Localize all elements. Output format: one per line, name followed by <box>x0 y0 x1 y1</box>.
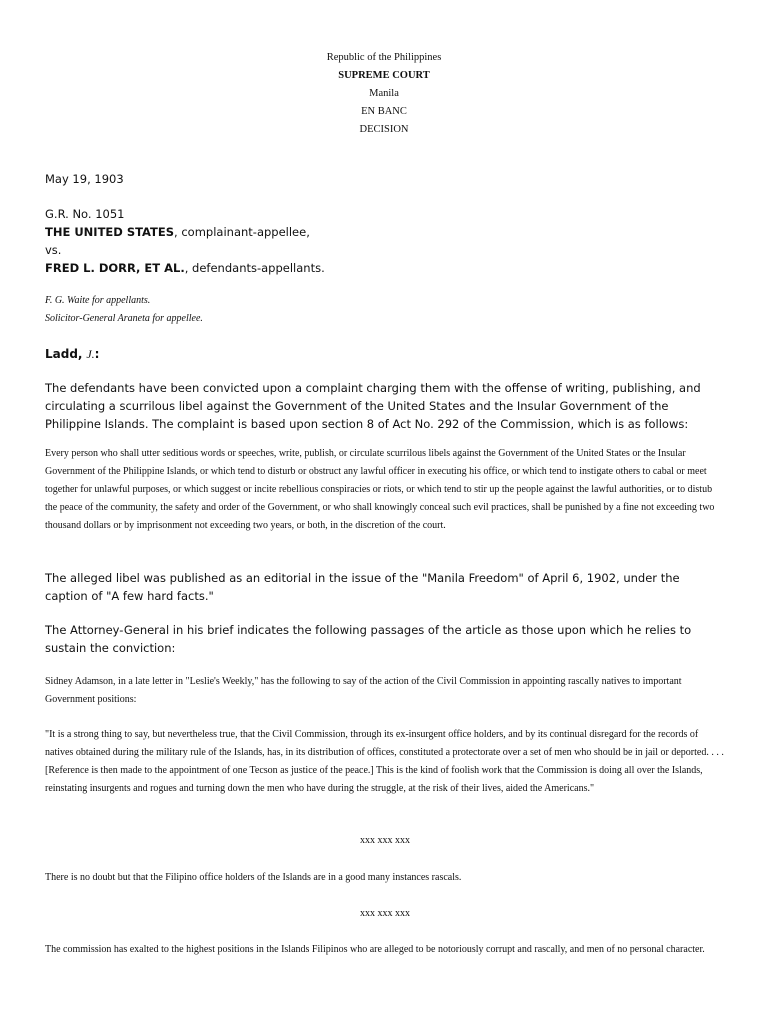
republic-line: Republic of the Philippines <box>326 52 442 63</box>
article-passage-2: There is no doubt but that the Filipino office holders of the Islands are in a good many instances rascals. <box>45 872 462 883</box>
defendant-role: , defendants-appellants. <box>184 261 325 275</box>
defendant-line <box>45 259 725 277</box>
separator-2: xxx xxx xxx <box>360 908 410 919</box>
court-header <box>0 49 768 139</box>
ponente-title: J. <box>86 347 95 361</box>
court-name: SUPREME COURT <box>338 70 430 81</box>
versus-line: vs. <box>45 243 62 257</box>
en-banc-label: EN BANC <box>361 106 407 117</box>
paragraph-2: The alleged libel was published as an editorial in the issue of the "Manila Freedom" of April 6, 1902, under the caption of "A few hard facts." <box>45 571 680 603</box>
decision-date: May 19, 1903 <box>45 172 124 186</box>
ponente-line <box>45 345 725 363</box>
article-passage-quote: "It is a strong thing to say, but nevertheless true, that the Civil Commission, through its ex-insurgent office holders, and by its continual disregard for the records of natives obtained during the military rule of the Islands, has, in its distribution of offices, constituted a protectorate over a set of men who should be in jail or deported. . . . [Reference is then made to the appointment of one Tecson as justice of the peace.] This is the kind of foolish work that the Commission is doing all over the Islands, reinstating insurgents and rogues and turning down the men who have during the struggle, at the risk of their lives, aided the Americans." <box>45 729 724 794</box>
complainant-name: THE UNITED STATES <box>45 225 175 239</box>
article-passage-3: The commission has exalted to the highest positions in the Islands Filipinos who are alleged to be notoriously corrupt and rascally, and men of no personal character. <box>45 944 705 955</box>
complainant-role: , complainant-appellee, <box>174 225 310 239</box>
ponente-name: Ladd, <box>45 347 83 361</box>
paragraph-3: The Attorney-General in his brief indicates the following passages of the article as those upon which he relies to sustain the conviction: <box>45 623 692 655</box>
article-intro-quote: Sidney Adamson, in a late letter in "Leslie's Weekly," has the following to say of the action of the Civil Commission in appointing rascally natives to important Government positions: <box>45 676 682 705</box>
case-caption <box>45 205 725 277</box>
complainant-line <box>45 223 725 241</box>
counsel-appellants: F. G. Waite for appellants. <box>45 295 151 306</box>
defendant-name: FRED L. DORR, ET AL. <box>45 261 185 275</box>
counsel-block <box>45 292 725 328</box>
ponente-colon: : <box>94 347 100 361</box>
separator-1: xxx xxx xxx <box>360 835 410 846</box>
decision-label: DECISION <box>359 124 409 135</box>
gr-number: G.R. No. 1051 <box>45 207 125 221</box>
court-city: Manila <box>369 88 399 99</box>
statute-quote: Every person who shall utter seditious words or speeches, write, publish, or circulate scurrilous libels against the Government of the United States or the Insular Government of the Philippine Islands, or which tend to disturb or obstruct any lawful officer in executing his office, or which tend to instigate others to cabal or meet together for unlawful purposes, or which suggest or incite rebellious conspiracies or riots, or which tend to stir up the people against the lawful authorities, or to distub the peace of the community, the safety and order of the Government, or who shall knowingly conceal such evil practices, shall be punished by a fine not exceeding two thousand dollars or by imprisonment not exceeding two years, or both, in the discretion of the court. <box>45 448 715 531</box>
counsel-appellee: Solicitor-General Araneta for appellee. <box>45 313 203 324</box>
paragraph-1: The defendants have been convicted upon a complaint charging them with the offense of writing, publishing, and circulating a scurrilous libel against the Government of the United States and the Insular Government of the Philippine Islands. The complaint is based upon section 8 of Act No. 292 of the Commission, which is as follows: <box>45 381 701 431</box>
